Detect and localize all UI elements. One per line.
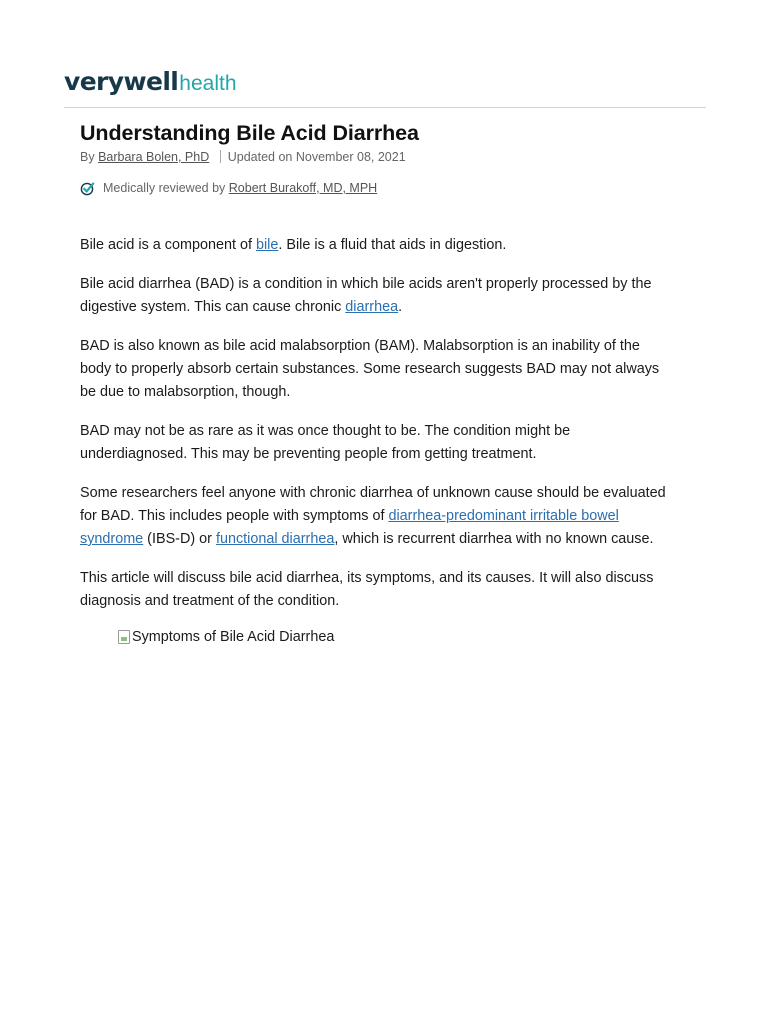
article-body — [80, 234, 670, 645]
text: Bile acid is a component of — [80, 237, 256, 253]
text: . Bile is a fluid that aids in digestion. — [278, 237, 507, 253]
article-title: Understanding Bile Acid Diarrhea — [80, 121, 419, 145]
author-link[interactable]: Barbara Bolen, PhD — [98, 150, 210, 164]
paragraph-3: BAD is also known as bile acid malabsorption (BAM). Malabsorption is an inability of the body to properly absorb certain substances. Some research suggests BAD may not always be due to malabsorption, though. — [80, 338, 660, 400]
byline-divider — [220, 150, 221, 163]
logo-sub: health — [179, 72, 237, 95]
text: , which is recurrent diarrhea with no known cause. — [334, 531, 654, 547]
text: . — [398, 299, 403, 315]
paragraph-5 — [80, 482, 670, 551]
paragraph-4: BAD may not be as rare as it was once thought to be. The condition might be underdiagnosed. This may be preventing people from getting treatment. — [80, 423, 571, 462]
logo-brand: verywell — [64, 67, 179, 96]
link-functional-diarrhea[interactable]: functional diarrhea — [215, 531, 335, 547]
site-header — [64, 66, 706, 108]
link-diarrhea[interactable]: diarrhea — [345, 299, 399, 315]
medical-review — [80, 180, 670, 196]
paragraph-1 — [80, 234, 670, 257]
site-logo[interactable] — [64, 66, 237, 98]
text: (IBS-D) or — [143, 531, 216, 547]
broken-image-icon — [118, 630, 130, 644]
updated-date: Updated on November 08, 2021 — [227, 150, 406, 164]
text: Bile acid diarrhea (BAD) is a condition in which bile acids aren't properly processed by the digestive system. This can cause chronic — [80, 276, 652, 315]
review-prefix: Medically reviewed by — [103, 181, 226, 195]
check-circle-icon — [80, 181, 95, 196]
image-alt-text: Symptoms of Bile Acid Diarrhea — [132, 629, 335, 645]
reviewer-link[interactable]: Robert Burakoff, MD, MPH — [228, 181, 378, 195]
byline-by: By — [80, 150, 95, 164]
link-bile[interactable]: bile — [255, 237, 279, 253]
byline — [80, 149, 670, 165]
article-image — [118, 629, 670, 645]
article-container — [80, 118, 670, 645]
text: Some researchers feel anyone with chronic diarrhea of unknown cause should be evaluated for BAD. This includes people with symptoms of — [80, 485, 666, 524]
link-ibs-d[interactable]: diarrhea-predominant irritable bowel syndrome — [80, 508, 619, 547]
paragraph-6: This article will discuss bile acid diarrhea, its symptoms, and its causes. It will also discuss diagnosis and treatment of the condition. — [80, 570, 654, 609]
paragraph-2 — [80, 273, 670, 319]
